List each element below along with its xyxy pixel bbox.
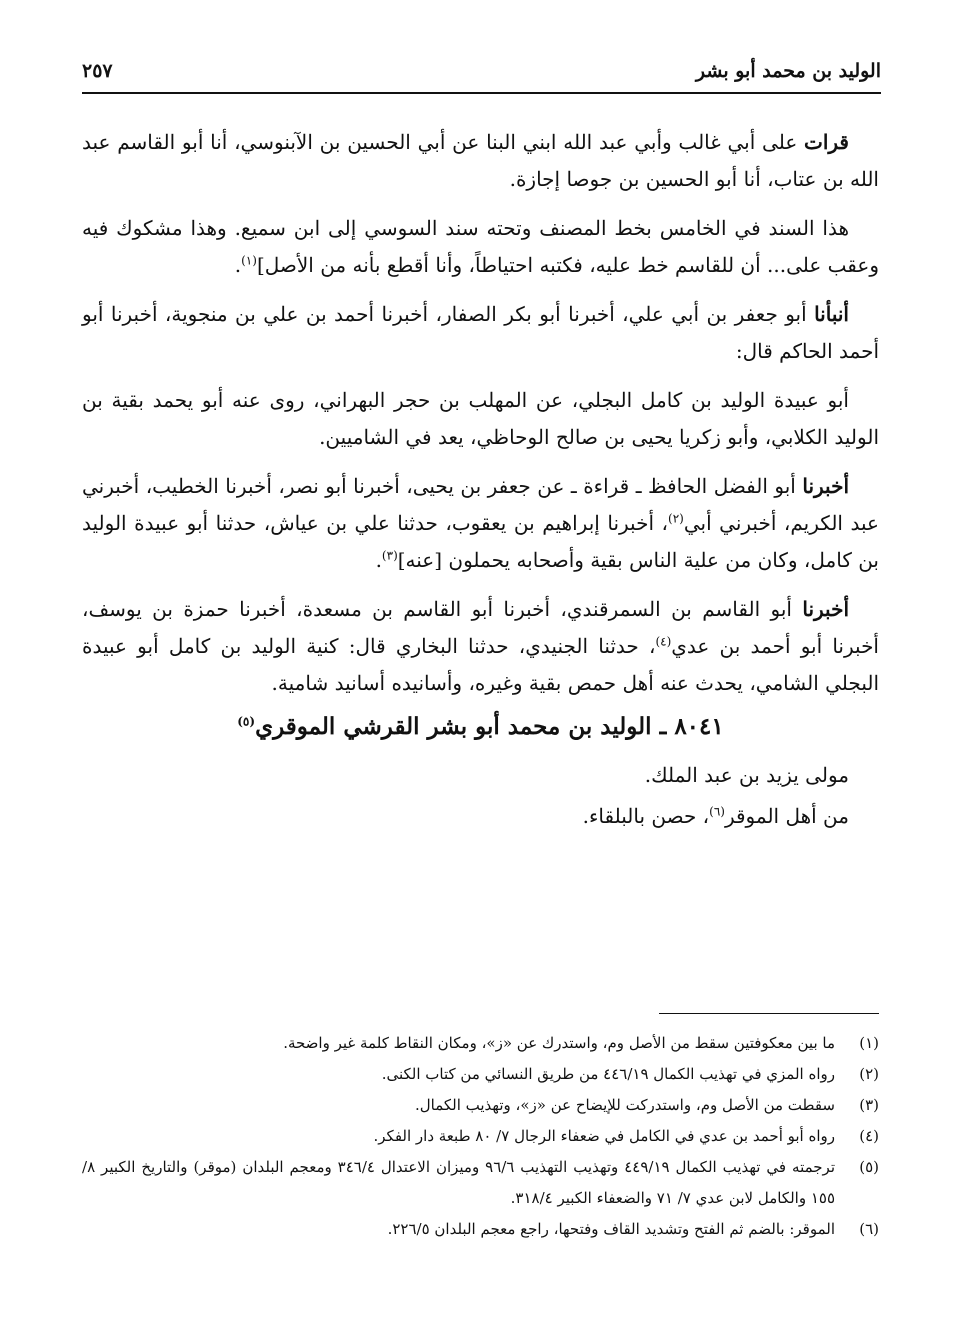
paragraph-3 — [82, 296, 879, 370]
footnote-text: ترجمته في تهذيب الكمال ٤٤٩/١٩ وتهذيب التهذيب ٩٦/٦ وميزان الاعتدال ٣٤٦/٤ ومعجم البلدان (موقر) والتاريخ الكبير ٨/ ١٥٥ والكامل لابن عدي ٧/ ٧١ والضعفاء الكبير ٣١٨/٤. — [82, 1158, 835, 1207]
paragraph-5 — [82, 468, 879, 579]
entry-heading-text: ٨٠٤١ ـ الوليد بن محمد أبو بشر القرشي الموقري — [255, 713, 724, 740]
main-text — [82, 124, 879, 839]
paragraph-text: أبو القاسم بن السمرقندي، أخبرنا أبو القاسم بن مسعدة، أخبرنا حمزة بن يوسف، أخبرنا أبو أحمد بن عدي — [82, 597, 879, 658]
footnote-1 — [82, 1028, 879, 1059]
entry-line-2 — [82, 798, 879, 835]
footnote-mark: (٣) — [859, 1096, 879, 1114]
page-header — [82, 52, 881, 94]
footnotes — [82, 1028, 879, 1245]
footnote-mark: (٥) — [859, 1158, 879, 1176]
footnote-mark: (١) — [859, 1034, 879, 1052]
footnote-text: سقطت من الأصل وم، واستدركت للإيضاح عن «ز»، وتهذيب الكمال. — [414, 1096, 835, 1114]
page-number: ٢٥٧ — [82, 60, 113, 82]
entry-heading — [82, 708, 879, 745]
footnote-mark: (٤) — [859, 1127, 879, 1145]
paragraph-text: أبو عبيدة الوليد بن كامل البجلي، عن المهلب بن حجر البهراني، روى عنه أبو يحمد بقية بن الوليد الكلابي، وأبو زكريا يحيى بن صالح الوحاظي، يعد في الشاميين. — [82, 388, 879, 449]
footnote-text: الموقر: بالضم ثم الفتح وتشديد القاف وفتحها، راجع معجم البلدان ٢٢٦/٥. — [387, 1220, 835, 1238]
footnote-mark: (٦) — [859, 1220, 879, 1238]
paragraph-lead-word: أنبأنا — [814, 302, 849, 326]
footnote-ref[interactable]: (٢) — [668, 511, 684, 526]
paragraph-lead-word: أخبرنا — [802, 474, 849, 498]
paragraph-text: أبو جعفر بن أبي علي، أخبرنا أبو بكر الصفار، أخبرنا أحمد بن علي بن منجوية، أخبرنا أبو أحمد الحاكم قال: — [82, 302, 879, 363]
entry-line-text: مولى يزيد بن عبد الملك. — [644, 763, 849, 787]
footnote-ref[interactable]: (٤) — [655, 634, 672, 649]
footnote-3 — [82, 1090, 879, 1121]
footnote-text: ما بين معكوفتين سقط من الأصل وم، واستدرك عن «ز»، ومكان النقاط كلمة غير واضحة. — [283, 1034, 835, 1052]
paragraph-text: ، حدثنا الجنيدي، حدثنا البخاري قال: كنية الوليد بن كامل أبو عبيدة البجلي الشامي، يحدث عنه أهل حمص بقية وغيره، وأسانيده أسانيد شامية. — [82, 634, 879, 695]
entry-line-1 — [82, 757, 879, 794]
footnote-separator — [659, 1013, 879, 1014]
entry-line-text: ، حصن بالبلقاء. — [582, 804, 710, 828]
running-title: الوليد بن محمد أبو بشر — [695, 60, 881, 82]
footnote-4 — [82, 1121, 879, 1152]
paragraph-text: هذا السند في الخامس بخط المصنف وتحته سند السوسي إلى ابن سميع. وهذا مشكوك فيه وعقب على... أن للقاسم خط عليه، فكتبه احتياطاً، وأنا أقطع بأنه من الأصل] — [82, 216, 879, 277]
paragraph-lead-word: قرات — [804, 130, 849, 154]
footnote-5 — [82, 1152, 879, 1214]
paragraph-text: أبو الفضل الحافظ ـ قراءة ـ عن جعفر بن يحيى، أخبرنا أبو نصر، أخبرنا الخطيب، أخبرني عبد الكريم، أخبرني أبي — [82, 474, 879, 535]
footnote-ref[interactable]: (٣) — [381, 548, 398, 563]
entry-line-text: من أهل الموقر — [724, 804, 849, 828]
footnote-ref[interactable]: (٦) — [709, 804, 725, 819]
paragraph-4 — [82, 382, 879, 456]
footnote-6 — [82, 1214, 879, 1245]
paragraph-2 — [82, 210, 879, 284]
footnote-text: رواه أبو أحمد بن عدي في الكامل في ضعفاء الرجال ٧/ ٨٠ طبعة دار الفكر. — [373, 1127, 835, 1145]
paragraph-text: على أبي غالب وأبي عبد الله ابني البنا عن أبي الحسين بن الآبنوسي، أنا أبو القاسم عبد الله بن عتاب، أنا أبو الحسين بن جوصا إجازة. — [82, 130, 879, 191]
footnote-text: رواه المزي في تهذيب الكمال ٤٤٦/١٩ من طريق النسائي من كتاب الكنى. — [381, 1065, 835, 1083]
paragraph-1 — [82, 124, 879, 198]
paragraph-tail: . — [375, 548, 382, 572]
footnote-2 — [82, 1059, 879, 1090]
paragraph-tail: . — [234, 253, 242, 277]
footnote-mark: (٢) — [859, 1065, 879, 1083]
paragraph-text: ، أخبرنا إبراهيم بن يعقوب، حدثنا علي بن عياش، حدثنا أبو عبيدة الوليد بن كامل، وكان من علية الناس بقية وأصحابه يحملون [عنه] — [82, 511, 879, 572]
paragraph-6 — [82, 591, 879, 702]
footnote-ref[interactable]: (٥) — [237, 714, 256, 729]
paragraph-lead-word: أخبرنا — [802, 597, 849, 621]
footnote-ref[interactable]: (١) — [241, 253, 257, 268]
